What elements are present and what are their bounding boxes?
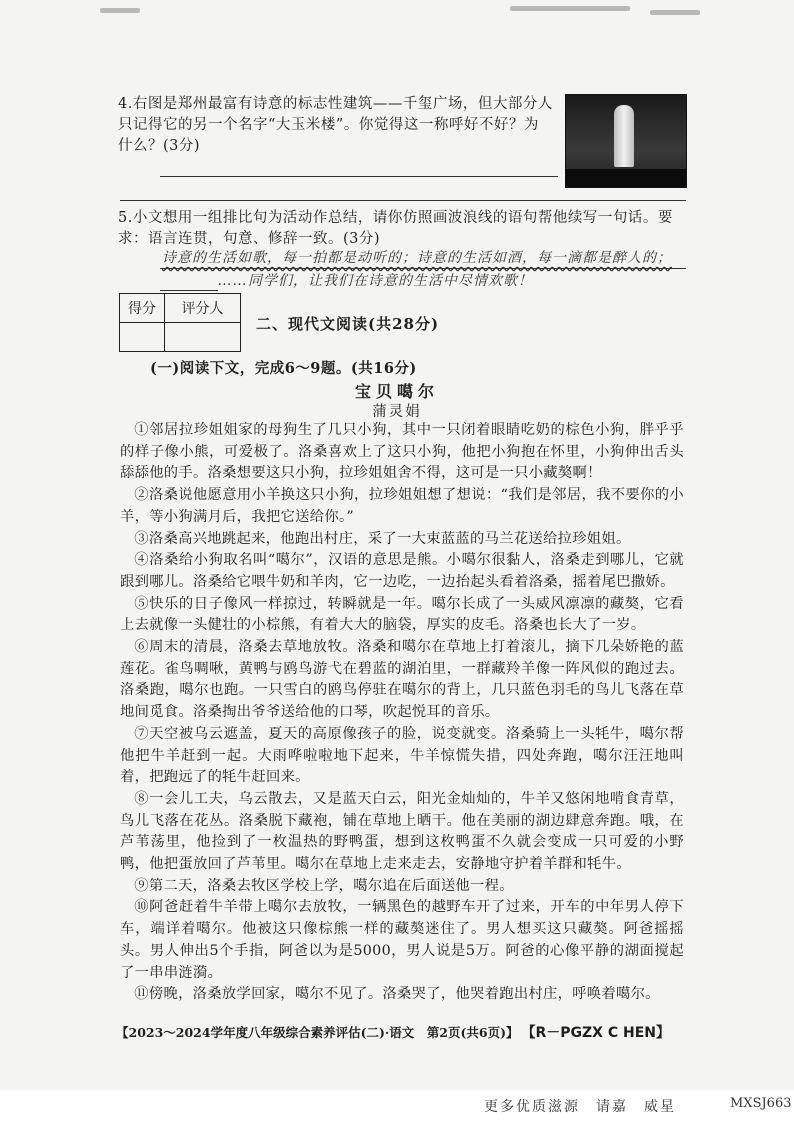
question-5-line-2: 求：语言连贯，句意、修辞一致。(3分) (118, 231, 381, 247)
score-table (119, 293, 241, 352)
wavy-example-sentence: 诗意的生活如歌，每一拍都是动听的；诗意的生活如酒，每一滴都是醉人的； (162, 250, 672, 266)
tower-shape (614, 105, 634, 167)
question-4 (118, 94, 558, 157)
paragraph-3: ③洛桑高兴地跳起来，他跑出村庄，采了一大束蓝蓝的马兰花送给拉珍姐姐。 (134, 530, 631, 547)
paragraph-11: ⑪傍晚，洛桑放学回家，噶尔不见了。洛桑哭了，他哭着跑出村庄，呼唤着噶尔。 (134, 986, 660, 1003)
treeline-shape (566, 169, 686, 187)
question-4-line-1: 4.右图是郑州最富有诗意的标志性建筑——千玺广场，但大部分人 (118, 96, 553, 112)
paragraph-6: ⑥周末的清晨，洛桑去草地放牧。洛桑和噶尔在草地上打着滚儿，摘下几朵娇艳的蓝莲花。雀鸟啁啾，黄鸭与鸥鸟游弋在碧蓝的湖泊里，一群藏羚羊像一阵风似的跑过去。洛桑跑，噶尔也跑。一只雪白的鸥鸟停驻在噶尔的背上，几只蓝色羽毛的鸟儿飞落在草地间觅食。洛桑掏出爷爷送给他的口琴，吹起悦耳的音乐。 (120, 639, 684, 721)
answer-line-q4-2 (120, 200, 686, 201)
reading-intro: (一)阅读下文，完成6～9题。(共16分) (150, 360, 417, 377)
article-body (120, 420, 684, 1006)
page-footer (116, 1022, 716, 1042)
question-4-line-3: 什么？(3分) (118, 138, 201, 154)
watermark-code: MXSJ663 (730, 1096, 792, 1111)
question-5-line-1: 5.小文想用一组排比句为活动作总结，请你仿照画波浪线的语句帮他续写一句话。要 (118, 210, 673, 226)
paragraph-9: ⑨第二天，洛桑去牧区学校上学，噶尔追在后面送他一程。 (134, 877, 514, 894)
article-title: 宝贝噶尔 (354, 382, 439, 401)
qianxi-plaza-photo (565, 94, 687, 188)
paragraph-8: ⑧一会儿工夫，乌云散去，又是蓝天白云，阳光金灿灿的，牛羊又悠闲地啃食青草，鸟儿飞落在花丛。洛桑脱下藏袍，铺在草地上晒干。他在美丽的湖边肆意奔跑。哦，在芦苇荡里，他捡到了一枚温热的野鸭蛋，想到这枚鸭蛋不久就会变成一只可爱的小野鸭，他把蛋放回了芦苇里。噶尔在草地上走来走去，安静地守护着羊群和牦牛。 (120, 790, 684, 873)
top-bleed-marks (90, 0, 710, 40)
score-label: 得分 (120, 294, 165, 323)
grader-label: 评分人 (165, 294, 241, 323)
score-cell (120, 323, 165, 352)
answer-line-q5-1 (160, 268, 686, 269)
footer-code: 【R－PGZX C HEN】 (528, 1025, 670, 1041)
question-5 (118, 208, 698, 250)
question-4-line-2: 只记得它的另一个名字“大玉米楼”。你觉得这一称呼好不好？为 (118, 117, 539, 133)
sentence-ending: ……同学们，让我们在诗意的生活中尽情欢歌！ (218, 273, 533, 289)
grader-cell (165, 323, 241, 352)
article-author: 蒲灵娟 (372, 404, 422, 420)
paragraph-10: ⑩阿爸赶着牛羊带上噶尔去放牧，一辆黑色的越野车开了过来，开车的中年男人停下车，端详着噶尔。他被这只像棕熊一样的藏獒迷住了。男人想买这只藏獒。阿爸摇摇头。男人伸出5个手指，阿爸以为是5000，男人说是5万。阿爸的心像平静的湖面搅起了一串串涟漪。 (120, 899, 684, 981)
answer-line-q5-2 (160, 290, 218, 291)
paragraph-7: ⑦天空被乌云遮盖，夏天的高原像孩子的脸，说变就变。洛桑骑上一头牦牛，噶尔帮他把牛羊赶到一起。大雨哗啦啦地下起来，牛羊惊慌失措，四处奔跑，噶尔汪汪地叫着，把跑远了的牦牛赶回来。 (120, 725, 684, 786)
paragraph-2: ②洛桑说他愿意用小羊换这只小狗，拉珍姐姐想了想说：“我们是邻居，我不要你的小羊，等小狗满月后，我把它送给你。” (120, 487, 684, 525)
paragraph-5: ⑤快乐的日子像风一样掠过，转瞬就是一年。噶尔长成了一头威风凛凛的藏獒，它看上去就像一头健壮的小棕熊，有着大大的脑袋，厚实的皮毛。洛桑也长大了一岁。 (120, 595, 684, 634)
paragraph-4: ④洛桑给小狗取名叫“噶尔”，汉语的意思是熊。小噶尔很黏人，洛桑走到哪儿，它就跟到哪儿。洛桑给它喂牛奶和羊肉，它一边吃，一边抬起头看着洛桑，摇着尾巴撒娇。 (120, 552, 684, 590)
answer-line-q4-1 (160, 176, 558, 177)
paragraph-1: ①邻居拉珍姐姐家的母狗生了几只小狗，其中一只闭着眼睛吃奶的棕色小狗，胖乎乎的样子像小熊，可爱极了。洛桑喜欢上了这只小狗，他把小狗抱在怀里，小狗伸出舌头舔舔他的手。洛桑想要这只小狗，拉珍姐姐舍不得，这可是一只小藏獒啊！ (120, 422, 684, 482)
section-title: 二、现代文阅读(共28分) (256, 315, 440, 333)
footer-text: 【2023～2024学年度八年级综合素养评估(二)·语文 第2页(共6页)】 (116, 1025, 519, 1040)
watermark-text: 更多优质滋源 请嘉 威星 (484, 1099, 676, 1115)
